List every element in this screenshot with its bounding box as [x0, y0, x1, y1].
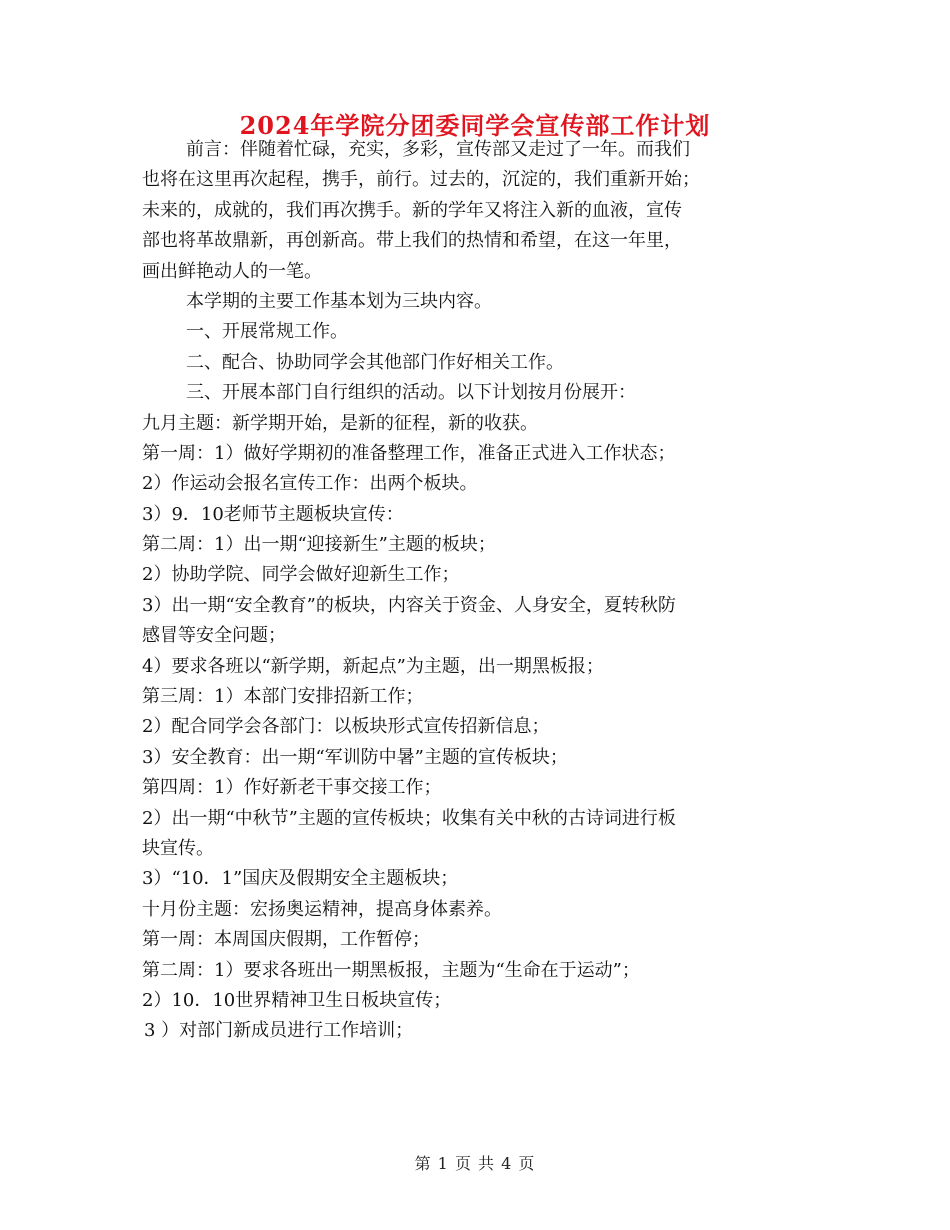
list-item: 二、配合、协助同学会其他部门作好相关工作。: [186, 351, 564, 373]
task-item: 2）协助学院、同学会做好迎新生工作；: [142, 564, 460, 586]
paragraph-line: 本学期的主要工作基本划为三块内容。: [186, 290, 492, 312]
document-body: [142, 135, 812, 1047]
paragraph-line: 部也将革故鼎新，再创新高。带上我们的热情和希望，在这一年里，: [142, 230, 682, 252]
week-item: 第三周：1）本部门安排招新工作；: [142, 686, 424, 708]
task-item: 3）安全教育：出一期“军训防中暑”主题的宣传板块；: [142, 746, 568, 768]
week-item: 第一周：本周国庆假期，工作暂停；: [142, 929, 430, 951]
paragraph-line: 前言：伴随着忙碌，充实，多彩，宣传部又走过了一年。而我们: [186, 139, 690, 160]
task-item: 3）“10．1”国庆及假期安全主题板块；: [142, 868, 459, 890]
list-item: 三、开展本部门自行组织的活动。以下计划按月份展开：: [186, 382, 636, 404]
task-item: 2）出一期“中秋节”主题的宣传板块；收集有关中秋的古诗词进行板: [142, 807, 676, 829]
paragraph-line: 画出鲜艳动人的一笔。: [142, 260, 322, 282]
task-item: 2）作运动会报名宣传工作：出两个板块。: [142, 473, 478, 495]
month-theme: 十月份主题：宏扬奥运精神，提高身体素养。: [142, 898, 502, 920]
week-item: 第四周：1）作好新老干事交接工作；: [142, 777, 442, 799]
task-item: 3）9．10老师节主题板块宣传：: [142, 503, 404, 525]
task-item-continuation: 感冒等安全问题；: [142, 625, 286, 647]
week-item: 第二周：1）要求各班出一期黑板报，主题为“生命在于运动”；: [142, 959, 640, 981]
task-item: 3）出一期“安全教育”的板块，内容关于资金、人身安全，夏转秋防: [142, 594, 676, 616]
task-item: 4）要求各班以“新学期，新起点”为主题，出一期黑板报；: [142, 655, 604, 677]
month-theme: 九月主题：新学期开始，是新的征程，新的收获。: [142, 412, 538, 434]
week-item: 第一周：1）做好学期初的准备整理工作，准备正式进入工作状态；: [142, 442, 676, 464]
task-item: 2）10．10世界精神卫生日板块宣传；: [142, 989, 452, 1011]
document-title: 2024年学院分团委同学会宣传部工作计划: [239, 111, 711, 140]
task-item-continuation: 块宣传。: [142, 837, 214, 859]
task-item: 3 ）对部门新成员进行工作培训；: [144, 1020, 414, 1042]
paragraph-line: 未来的，成就的，我们再次携手。新的学年又将注入新的血液，宣传: [142, 199, 682, 221]
task-item: 2）配合同学会各部门：以板块形式宣传招新信息；: [142, 716, 550, 738]
week-item: 第二周：1）出一期“迎接新生”主题的板块；: [142, 534, 496, 556]
page-footer: 第 1 页 共 4 页: [414, 1154, 536, 1173]
list-item: 一、开展常规工作。: [186, 321, 348, 343]
paragraph-line: 也将在这里再次起程，携手，前行。过去的，沉淀的，我们重新开始；: [142, 169, 700, 191]
